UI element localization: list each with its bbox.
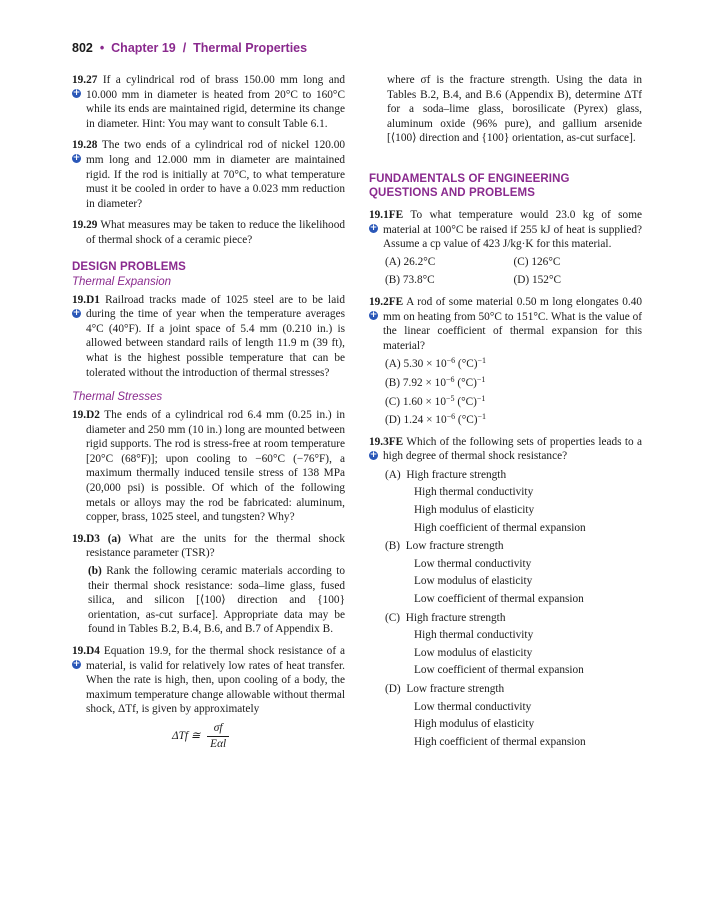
- problem-text: What are the units for the thermal shock resistance parameter (TSR)?: [86, 532, 346, 560]
- exponent: −1: [477, 356, 487, 366]
- unit: (°C): [454, 395, 477, 408]
- plus-icon[interactable]: +: [72, 659, 81, 669]
- choice-d[interactable]: [385, 413, 642, 428]
- problem-19-d1: [72, 293, 345, 381]
- choice-c[interactable]: (C) 126°C: [513, 255, 561, 268]
- fundamentals-heading-line1: FUNDAMENTALS OF ENGINEERING: [369, 172, 570, 185]
- option-line: Low coefficient of thermal expansion: [414, 664, 584, 677]
- unit: (°C): [454, 376, 477, 389]
- choice-text: (C) 1.60 × 10: [385, 395, 446, 408]
- equation-numerator: σf: [207, 721, 229, 737]
- design-problems-heading: DESIGN PROBLEMS: [72, 260, 186, 273]
- problem-19-2fe: [369, 295, 642, 428]
- problem-number: 19.29: [72, 219, 98, 232]
- option-a[interactable]: [385, 468, 642, 535]
- plus-icon[interactable]: +: [369, 449, 378, 460]
- option-c[interactable]: [385, 611, 642, 678]
- problem-number: 19.D3: [72, 532, 100, 545]
- option-line: High coefficient of thermal expansion: [414, 735, 586, 748]
- header-bullet: •: [99, 41, 105, 55]
- problem-text: The two ends of a cylindrical rod of nickel 120.00 mm long and 12.000 mm in diameter are maintained rigid. If the rod is initially at 70°C, to what temperature must it be cooled in order to have a 0.023 mm reduction in diameter?: [86, 139, 345, 210]
- header-slash: /: [182, 41, 187, 55]
- problem-number: 19.3FE: [369, 435, 404, 448]
- problem-text: Railroad tracks made of 1025 steel are to be laid during the time of year when the temperature averages 4°C (40°F). If a joint space of 5.4 mm (0.210 in.) is allowed between standard rails of length 11.9 m (39 ft), what is the highest possible temperature that can be tolerated without the introduction of thermal stresses?: [86, 293, 345, 379]
- problem-text: The ends of a cylindrical rod 6.4 mm (0.25 in.) in diameter and 250 mm (10 in.) long are mounted between rigid supports. The rod is stress-free at room temperature [20°C (68°F)]; upon cooling to −60°C (−76°F), a maximum thermally induced tensile stress of 138 MPa (20,000 psi) is possible. Of which of the following metals or alloys may the rod be fabricated: aluminum, copper, brass, 1025 steel, and tungsten? Why?: [86, 409, 345, 524]
- problem-19-29: [72, 218, 345, 247]
- thermal-expansion-subheading: Thermal Expansion: [72, 275, 172, 288]
- problem-text: Which of the following sets of properties leads to a high degree of thermal shock resistance?: [383, 435, 642, 463]
- problem-text: What measures may be taken to reduce the likelihood of thermal shock of a ceramic piece?: [86, 219, 345, 246]
- problem-text: If a cylindrical rod of brass 150.00 mm long and 10.000 mm in diameter is heated from 20°C to 160°C while its ends are maintained rigid, determine its change in diameter. Hint: You may want to consult Table 6.1.: [86, 74, 345, 130]
- chapter-label: Chapter 19: [111, 41, 176, 55]
- plus-icon[interactable]: +: [72, 88, 81, 98]
- problem-19-d3: [72, 532, 345, 637]
- option-line: High fracture strength: [406, 468, 507, 481]
- exponent: −1: [477, 412, 487, 422]
- option-line: Low coefficient of thermal expansion: [414, 593, 584, 606]
- plus-icon[interactable]: +: [72, 153, 81, 164]
- problem-number: 19.28: [72, 139, 98, 152]
- problem-19-3fe: [369, 435, 642, 750]
- option-line: Low fracture strength: [405, 540, 504, 553]
- exponent: −6: [446, 412, 456, 422]
- exponent: −6: [445, 374, 455, 384]
- option-line: Low modulus of elasticity: [414, 575, 533, 588]
- continued-text: where σf is the fracture strength. Using the data in Tables B.2, B.4, and B.6 (Appendix B), determine ΔTf for a soda–lime glass, borosilicate (Pyrex) glass, aluminum oxide (96% pure), and gallium arsenide [⟨100⟩ direction and {100} orientation, as-cut surface].: [387, 74, 642, 145]
- option-d[interactable]: [385, 682, 642, 749]
- option-label: (A): [385, 468, 401, 481]
- problem-number: 19.27: [72, 74, 98, 86]
- option-label: (B): [385, 540, 401, 553]
- unit: (°C): [455, 358, 478, 371]
- problem-number: 19.1FE: [369, 208, 404, 221]
- choice-text: (D) 1.24 × 10: [385, 414, 447, 427]
- problem-number: 19.D2: [72, 409, 100, 422]
- problem-19-d2: [72, 408, 345, 525]
- problem-number: 19.2FE: [369, 295, 404, 308]
- exponent: −1: [476, 374, 486, 384]
- choice-a[interactable]: (A) 26.2°C: [385, 255, 436, 268]
- page-number: 802: [72, 41, 93, 55]
- problem-number: 19.D1: [72, 293, 100, 306]
- problem-text: Rank the following ceramic materials according to their thermal shock resistance: soda–lime glass, fused silica, and silicon [⟨100⟩ direction and {100} orientation, as-cut surface]. Appropriate data may be found in Tables B.2, B.4, B.6, and B.7 of Appendix B.: [88, 565, 345, 636]
- right-column: [369, 73, 642, 756]
- chapter-title: Thermal Properties: [193, 41, 308, 55]
- equation-denominator: Eαl: [210, 737, 227, 750]
- plus-icon[interactable]: +: [369, 222, 378, 233]
- fundamentals-heading: [369, 172, 642, 200]
- option-line: High thermal conductivity: [414, 629, 534, 642]
- problem-19-1fe: [369, 208, 642, 288]
- equation: [72, 721, 345, 751]
- exponent: −6: [446, 356, 456, 366]
- option-line: Low modulus of elasticity: [414, 646, 533, 659]
- problem-19-27: [72, 73, 345, 131]
- exponent: −1: [476, 393, 486, 403]
- equation-lhs: ΔTf ≅: [172, 729, 201, 742]
- problem-number: 19.D4: [72, 645, 100, 657]
- problem-19-28: [72, 138, 345, 211]
- choice-a[interactable]: [385, 357, 642, 372]
- option-line: High thermal conductivity: [414, 486, 534, 499]
- part-label: (a): [107, 532, 121, 545]
- option-line: Low fracture strength: [406, 683, 505, 695]
- problem-text: To what temperature would 23.0 kg of some material at 100°C be raised if 255 kJ of heat is supplied? Assume a cp value of 423 J/kg·K for this material.: [383, 208, 642, 251]
- option-line: High fracture strength: [405, 611, 506, 624]
- option-line: High modulus of elasticity: [414, 718, 535, 731]
- option-label: (C): [385, 611, 401, 624]
- problem-text: Equation 19.9, for the thermal shock resistance of a material, is valid for relatively low rates of heat transfer. When the rate is high, then, upon cooling of a body, the maximum temperature change allowable without thermal shock, ΔTf, is given by approximately: [86, 645, 345, 716]
- choice-c[interactable]: [385, 395, 642, 410]
- choice-text: (B) 7.92 × 10: [385, 376, 446, 389]
- problem-text: A rod of some material 0.50 m long elongates 0.40 mm on heating from 50°C to 151°C. What is the value of the linear coefficient of thermal expansion for this material?: [383, 295, 642, 352]
- problem-19-d4: [72, 644, 345, 751]
- option-line: Low thermal conductivity: [414, 557, 532, 570]
- option-line: High coefficient of thermal expansion: [414, 521, 586, 534]
- answer-choices: [385, 255, 642, 288]
- thermal-stresses-subheading: Thermal Stresses: [72, 391, 163, 404]
- option-b[interactable]: [385, 539, 642, 606]
- unit: (°C): [455, 414, 478, 427]
- fundamentals-heading-line2: QUESTIONS AND PROBLEMS: [369, 186, 535, 199]
- option-label: (D): [385, 683, 401, 695]
- choice-b[interactable]: (B) 73.8°C: [385, 274, 435, 287]
- option-line: Low thermal conductivity: [414, 700, 532, 713]
- exponent: −5: [445, 393, 455, 403]
- running-header: [72, 41, 307, 55]
- choice-text: (A) 5.30 × 10: [385, 358, 447, 371]
- option-line: High modulus of elasticity: [414, 504, 535, 517]
- part-label: (b): [88, 565, 102, 578]
- left-column: [72, 73, 345, 758]
- plus-icon[interactable]: +: [72, 307, 81, 318]
- choice-b[interactable]: [385, 376, 642, 391]
- plus-icon[interactable]: +: [369, 309, 378, 320]
- choice-d[interactable]: (D) 152°C: [513, 274, 562, 287]
